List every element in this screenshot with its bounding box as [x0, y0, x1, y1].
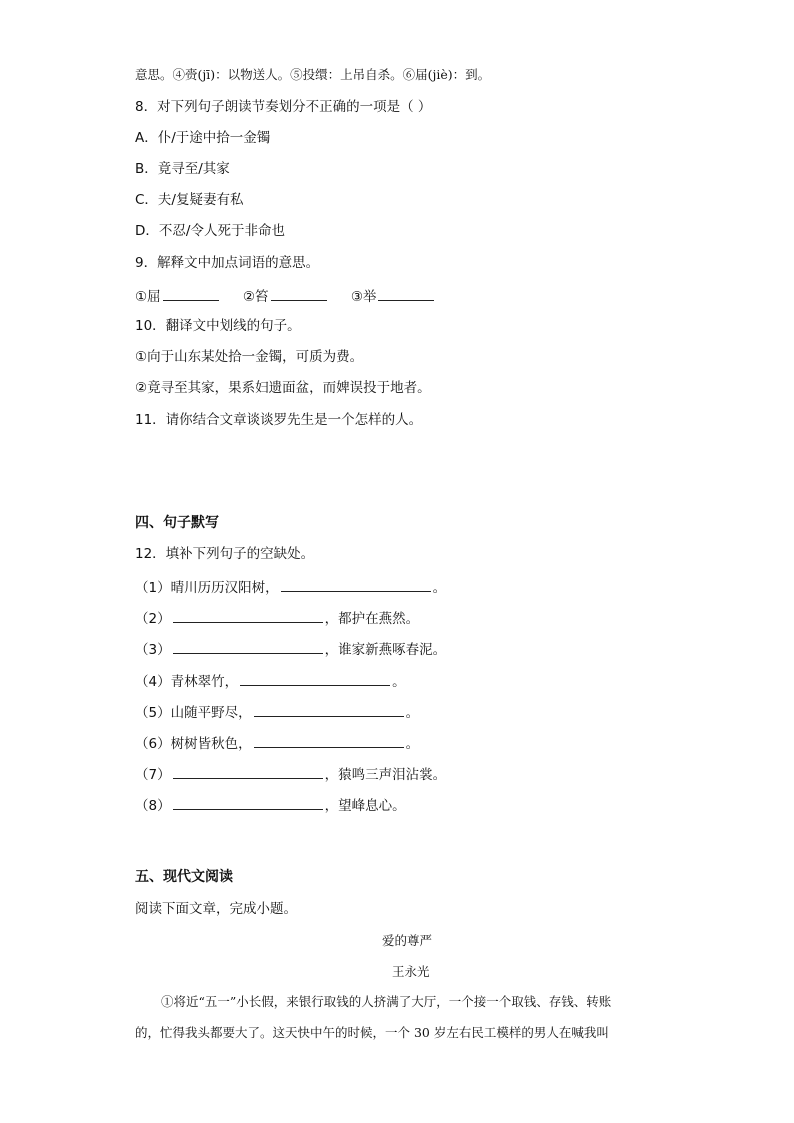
fill-blank-5[interactable]	[254, 702, 404, 717]
fill-blank-6[interactable]	[254, 733, 404, 748]
fill-blank-7[interactable]	[173, 764, 323, 779]
item-text-after: ，猿鸣三声泪沾裳。	[324, 767, 447, 783]
question-10-stem: 10．翻译文中划线的句子。	[135, 318, 301, 334]
q9-item-2-label: ②笞	[242, 289, 269, 305]
item-text-after: 。	[405, 705, 420, 721]
item-number: （6）	[135, 736, 171, 752]
item-text-before: 树树皆秋色，	[170, 736, 252, 752]
fill-blank-8[interactable]	[173, 795, 323, 810]
q8-option-b[interactable]: B．竟寻至/其家	[135, 161, 230, 177]
article-paragraph-1-line-2: 的，忙得我头都要大了。这天快中午的时候，一个 30 岁左右民工模样的男人在喊我叫	[135, 1025, 609, 1040]
fill-item-7	[135, 764, 446, 784]
q9-items	[135, 286, 436, 306]
q8-option-d[interactable]: D．不忍/令人死于非命也	[135, 223, 285, 239]
item-text-before: 山随平野尽，	[170, 705, 252, 721]
item-number: （3）	[135, 642, 171, 658]
question-12-stem: 12．填补下列句子的空缺处。	[135, 546, 315, 562]
q8-option-a[interactable]: A．仆/于途中拾一金镯	[135, 130, 271, 146]
item-number: （5）	[135, 705, 171, 721]
fill-item-8	[135, 795, 406, 815]
fill-blank-4[interactable]	[240, 671, 390, 686]
fill-item-3	[135, 639, 446, 659]
fill-item-5	[135, 702, 419, 722]
item-text-after: ，谁家新燕啄春泥。	[324, 642, 447, 658]
item-number: （7）	[135, 767, 171, 783]
item-text-before: 晴川历历汉阳树，	[170, 580, 279, 596]
item-text-before: 青林翠竹，	[170, 674, 239, 690]
item-text-after: 。	[432, 580, 447, 596]
article-paragraph-1-line-1: ①将近“五一”小长假，来银行取钱的人挤满了大厅，一个接一个取钱、存钱、转账	[161, 994, 612, 1009]
fill-item-4	[135, 671, 406, 691]
question-11-stem: 11．请你结合文章谈谈罗先生是一个怎样的人。	[135, 412, 423, 428]
q8-option-c[interactable]: C．夫/复疑妻有私	[135, 192, 244, 208]
q9-blank-1[interactable]	[163, 286, 219, 301]
item-number: （1）	[135, 580, 171, 596]
section-4-title: 四、句子默写	[135, 515, 219, 531]
fill-item-1	[135, 577, 446, 597]
fill-item-2	[135, 608, 419, 628]
item-number: （2）	[135, 611, 171, 627]
fill-blank-2[interactable]	[173, 608, 323, 623]
q10-item-1: ①向于山东某处拾一金镯，可质为费。	[135, 349, 364, 365]
q9-item-1-label: ①屈	[135, 289, 161, 305]
item-text-after: 。	[392, 674, 406, 690]
question-8-stem: 8．对下列句子朗读节奏划分不正确的一项是（ ）	[135, 99, 432, 115]
item-number: （4）	[135, 674, 171, 690]
fill-blank-3[interactable]	[173, 639, 323, 654]
item-text-after: ，都护在燕然。	[324, 611, 420, 627]
q9-blank-3[interactable]	[378, 286, 434, 301]
item-text-after: 。	[405, 736, 420, 752]
q9-item-3-label: ③举	[350, 289, 377, 305]
q9-blank-2[interactable]	[271, 286, 327, 301]
item-number: （8）	[135, 798, 171, 814]
fill-blank-1[interactable]	[281, 577, 431, 592]
article-title: 爱的尊严	[382, 933, 433, 948]
footnote-line: 意思。④赍(jī)：以物送人。⑤投缳：上吊自杀。⑥届(jiè)：到。	[135, 67, 491, 82]
q10-item-2: ②竟寻至其家，果系妇遗面盆，而婢误投于地者。	[135, 380, 431, 396]
section-5-intro: 阅读下面文章，完成小题。	[135, 901, 297, 917]
question-9-stem: 9．解释文中加点词语的意思。	[135, 255, 320, 271]
fill-item-6	[135, 733, 419, 753]
article-author: 王永光	[392, 964, 430, 979]
section-5-title: 五、现代文阅读	[135, 869, 233, 885]
item-text-after: ，望峰息心。	[324, 798, 406, 814]
